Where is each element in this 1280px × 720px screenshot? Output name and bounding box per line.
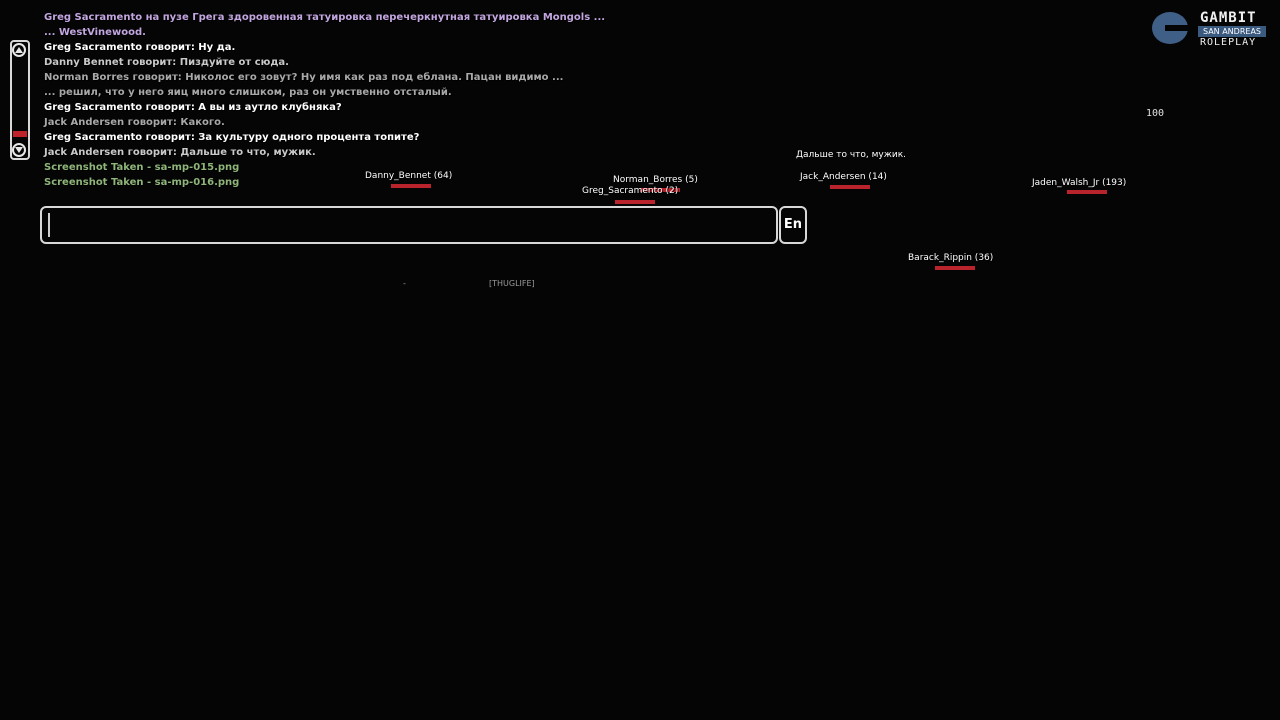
scroll-track[interactable] xyxy=(10,40,30,160)
player-health-bar xyxy=(1067,190,1107,194)
chat-line: Danny Bennet говорит: Пиздуйте от сюда. xyxy=(44,57,289,68)
chat-log xyxy=(44,10,664,190)
speech-bubble: Дальше то что, мужик. xyxy=(796,150,907,160)
hud-number: 100 xyxy=(1146,108,1165,119)
player-nametag: Jack_Andersen (14) xyxy=(800,172,887,182)
logo-emblem-icon xyxy=(1152,12,1188,44)
chat-line: Greg Sacramento на пузе Грега здоровенная татуировка перечеркнутная татуировка Mongols ... xyxy=(44,12,606,23)
chat-line: ... WestVinewood. xyxy=(44,27,146,38)
input-language-button[interactable]: En xyxy=(779,206,807,244)
text-caret xyxy=(48,213,50,237)
player-nametag: Norman_Borres (5) xyxy=(613,175,698,185)
chat-line: Greg Sacramento говорит: За культуру одного процента топите? xyxy=(44,132,420,143)
player-health-bar xyxy=(935,266,975,270)
logo-bottom-text: ROLEPLAY xyxy=(1200,37,1257,48)
chat-line: Greg Sacramento говорит: А вы из аутло клубняка? xyxy=(44,102,342,113)
chat-input[interactable] xyxy=(40,206,778,244)
chat-line: Screenshot Taken - sa-mp-015.png xyxy=(44,162,240,173)
scroll-down-icon[interactable] xyxy=(12,143,26,157)
player-health-bar xyxy=(391,184,431,188)
player-health-bar xyxy=(830,185,870,189)
chat-line: Jack Andersen говорит: Какого. xyxy=(44,117,225,128)
gang-tag: [THUGLIFE] xyxy=(489,279,535,288)
chat-line: ... решил, что у него яиц много слишком, раз он умственно отсталый. xyxy=(44,87,452,98)
player-nametag: Danny_Bennet (64) xyxy=(365,171,453,181)
logo-title: GAMBIT xyxy=(1200,10,1257,26)
chat-line: Norman Borres говорит: Николос его зовут? Ну имя как раз под еблана. Пацан видимо ... xyxy=(44,72,564,83)
player-nametag: Barack_Rippin (36) xyxy=(908,253,994,263)
scroll-thumb[interactable] xyxy=(13,131,27,137)
player-nametag: Jaden_Walsh_Jr (193) xyxy=(1032,178,1127,188)
dash-text: - xyxy=(403,279,406,288)
chat-line: Greg Sacramento говорит: Ну да. xyxy=(44,42,236,53)
scroll-up-icon[interactable] xyxy=(12,43,26,57)
chat-scrollbar[interactable] xyxy=(10,40,30,160)
player-nametag: Greg_Sacramento (2) xyxy=(582,186,679,196)
player-health-bar xyxy=(615,200,655,204)
chat-line: Jack Andersen говорит: Дальше то что, мужик. xyxy=(44,147,316,158)
server-logo xyxy=(1150,10,1270,48)
logo-subtitle: SAN ANDREAS xyxy=(1198,26,1266,37)
chat-line: Screenshot Taken - sa-mp-016.png xyxy=(44,177,240,188)
